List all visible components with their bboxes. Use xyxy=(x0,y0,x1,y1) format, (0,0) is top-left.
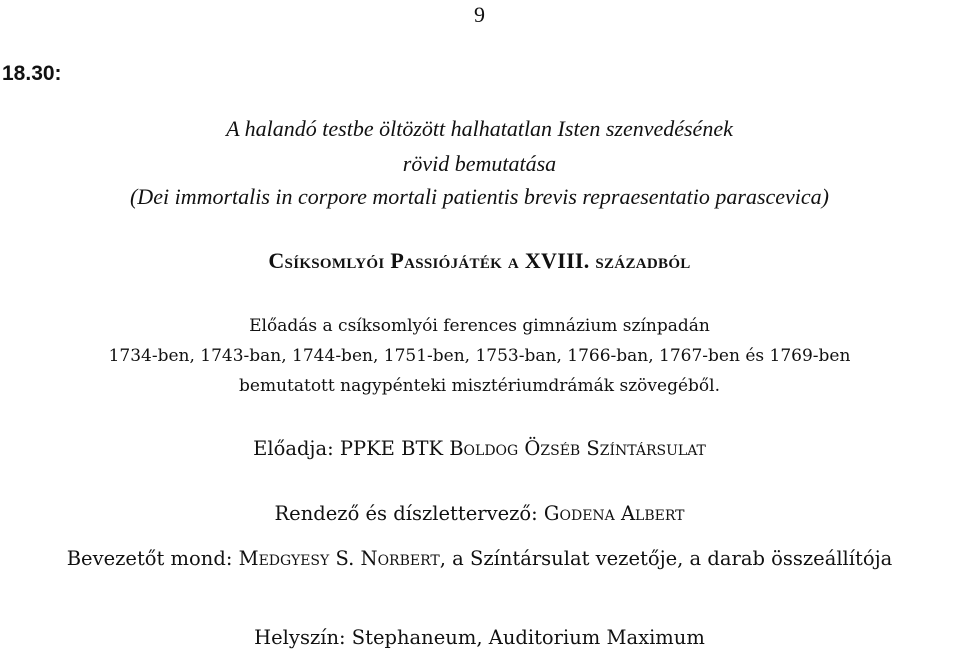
title-line-3-latin: (Dei immortalis in corpore mortali patientis brevis repraesentatio parascevica) xyxy=(129,184,829,209)
page-number: 9 xyxy=(474,2,485,27)
introduction-label: Bevezetőt mond: xyxy=(66,547,239,570)
title-line-1: A halandó testbe öltözött halhatatlan Isten szenvedésének xyxy=(226,116,733,141)
introduction-credit xyxy=(0,547,959,570)
introduction-name: Medgyesy S. Norbert xyxy=(238,547,440,570)
performer-name: Boldog Özséb Színtársulat xyxy=(449,437,706,460)
title-line-2: rövid bemutatása xyxy=(402,151,557,176)
director-label: Rendező és díszlettervező: xyxy=(274,502,544,525)
performer-credit xyxy=(0,437,959,460)
director-credit xyxy=(0,502,959,525)
subtitle-heading: Csíksomlyói Passiójáték a XVIII. századból xyxy=(268,248,691,273)
description-line-2: 1734-ben, 1743-ban, 1744-ben, 1751-ben, 1753-ban, 1766-ban, 1767-ben és 1769-ben xyxy=(108,346,851,366)
venue: Helyszín: Stephaneum, Auditorium Maximum xyxy=(254,626,705,649)
performer-label: Előadja: PPKE BTK xyxy=(253,437,450,460)
description-line-1: Előadás a csíksomlyói ferences gimnázium színpadán xyxy=(249,316,710,336)
event-time: 18.30: xyxy=(2,62,62,85)
description-line-3: bemutatott nagypénteki misztériumdrámák szövegéből. xyxy=(239,376,720,396)
introduction-suffix: , a Színtársulat vezetője, a darab összeállítója xyxy=(439,547,893,570)
director-name: Godena Albert xyxy=(543,502,685,525)
